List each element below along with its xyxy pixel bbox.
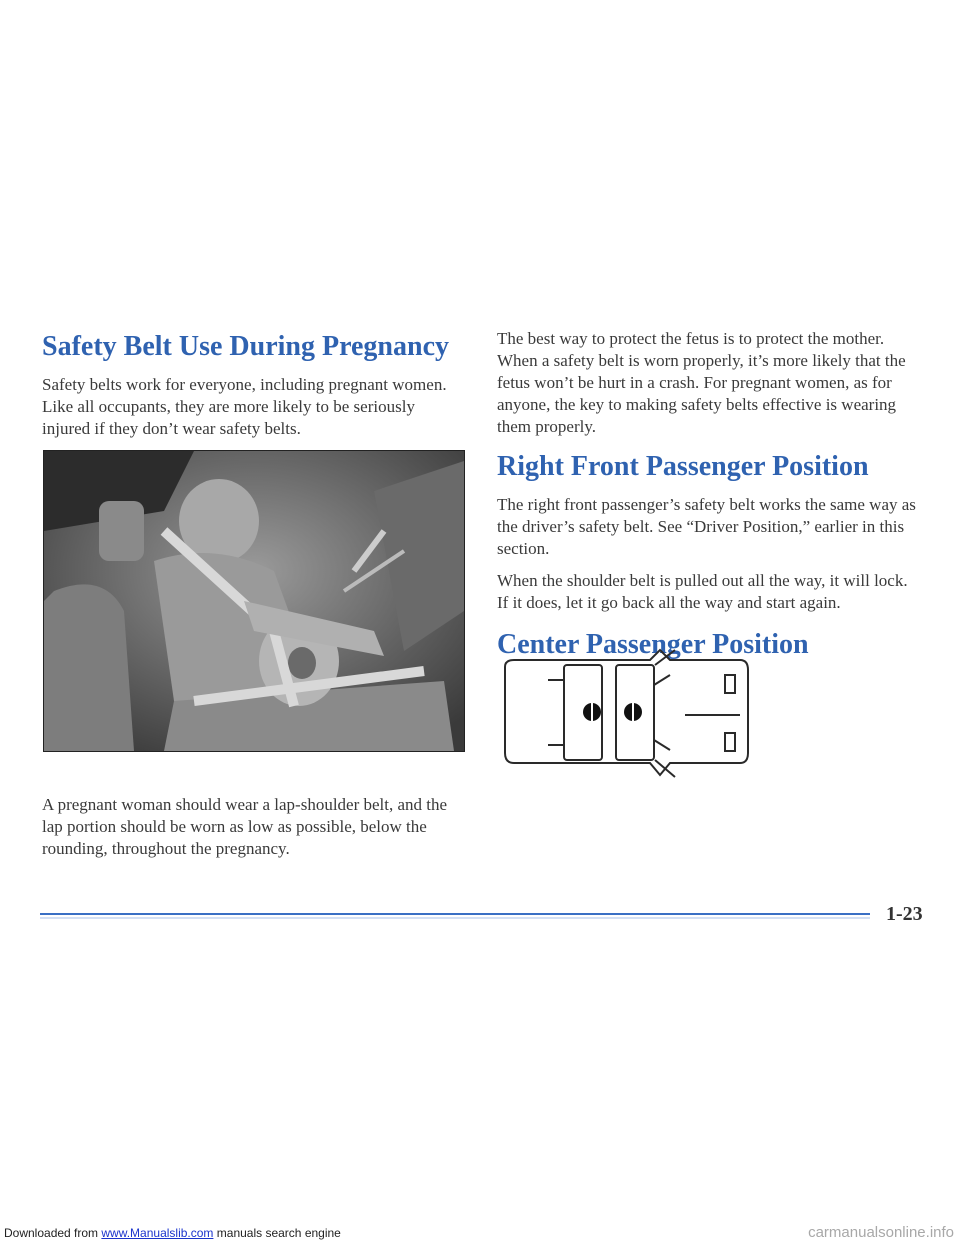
footer-rule	[0, 900, 960, 920]
download-prefix: Downloaded from	[4, 1226, 102, 1240]
car-top-view-icon	[500, 645, 755, 780]
watermark: carmanualsonline.info	[808, 1224, 954, 1241]
photo-caption: A pregnant woman should wear a lap-shoulder belt, and the lap portion should be worn as low as possible, below the rounding, throughout the pregnancy.	[42, 795, 448, 858]
manualslib-link[interactable]: www.Manualslib.com	[101, 1226, 214, 1240]
heading-right-front: Right Front Passenger Position	[497, 451, 869, 482]
shoulder-belt-paragraph: When the shoulder belt is pulled out all the way, it will lock. If it does, let it go back all the way and start again.	[497, 571, 908, 612]
heading-pregnancy: Safety Belt Use During Pregnancy	[42, 331, 449, 362]
page-number: 1-23	[886, 903, 923, 925]
pregnant-woman-photo	[43, 450, 465, 752]
intro-paragraph: Safety belts work for everyone, including pregnant women. Like all occupants, they are more likely to be seriously injured if they don’t wear safety belts.	[42, 375, 447, 438]
fetus-paragraph: The best way to protect the fetus is to protect the mother. When a safety belt is worn properly, it’s more likely that the fetus won’t be hurt in a crash. For pregnant women, as for anyone, the key to making safety belts effective is wearing them properly.	[497, 329, 906, 436]
right-column	[497, 328, 917, 662]
download-suffix: manuals search engine	[213, 1226, 341, 1240]
right-front-paragraph: The right front passenger’s safety belt works the same way as the driver’s safety belt. See “Driver Position,” earlier in this section.	[497, 495, 916, 558]
car-seat-diagram	[500, 645, 755, 780]
download-notice	[4, 1226, 341, 1240]
pregnant-woman-illustration	[44, 451, 464, 751]
left-column	[42, 330, 462, 440]
heading-center: Center Passenger Position	[497, 629, 809, 660]
